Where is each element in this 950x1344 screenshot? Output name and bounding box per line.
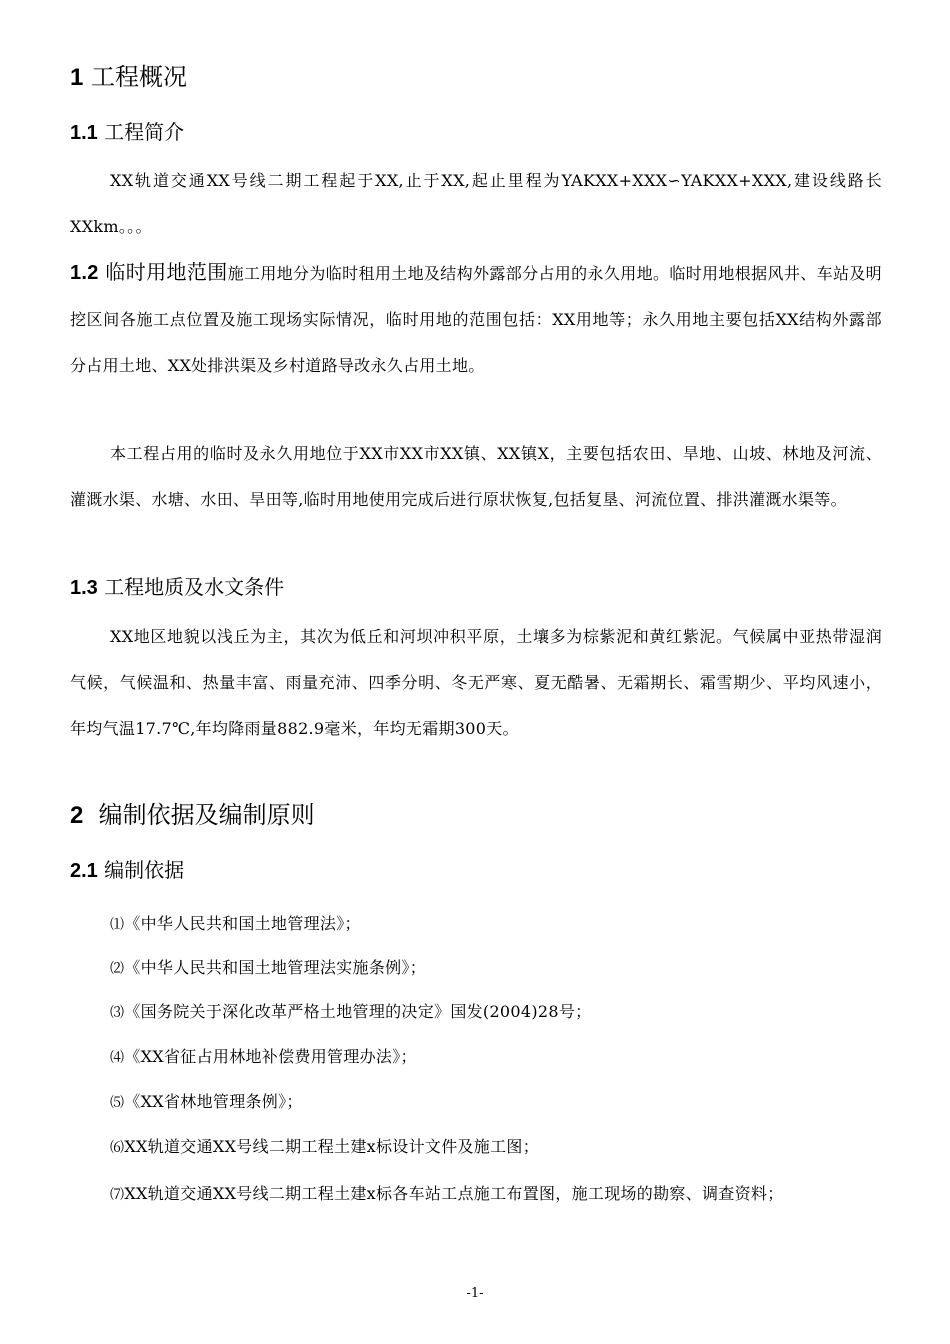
- section-1-1-number: 1.1: [70, 122, 98, 144]
- section-1-number: 1: [70, 64, 84, 91]
- list-item: ⑺XX轨道交通XX号线二期工程土建x标各车站工点施工布置图，施工现场的勘察、调查资料；: [110, 1184, 784, 1203]
- section-1-2-paragraph-2: 本工程占用的临时及永久用地位于XX市XX市XX镇、XX镇X，主要包括农田、旱地、山坡、林地及河流、灌溉水渠、水塘、水田、旱田等,临时用地使用完成后进行原状恢复,包括复垦、河流位置、排洪灌溉水渠等。: [70, 444, 882, 509]
- section-1-1-heading: [70, 119, 184, 146]
- section-1-2-paragraph-1: 施工用地分为临时租用土地及结构外露部分占用的永久用地。临时用地根据风井、车站及明挖区间各施工点位置及施工现场实际情况，临时用地的范围包括：XX用地等；永久用地主要包括XX结构外露部分占用土地、XX处排洪渠及乡村道路导改永久占用土地。: [70, 264, 882, 375]
- section-1-2-block: [70, 249, 882, 389]
- list-item: ⑴《中华人民共和国土地管理法》；: [110, 914, 361, 933]
- section-1-3-paragraph: XX地区地貌以浅丘为主，其次为低丘和河坝冲积平原，土壤多为棕紫泥和黄红紫泥。气候属中亚热带湿润气候，气候温和、热量丰富、雨量充沛、四季分明、冬无严寒、夏无酷暑、无霜期长、霜雪期少、平均风速小，年均气温17.7℃,年均降雨量882.9毫米，年均无霜期300天。: [70, 627, 882, 738]
- list-item: ⑹XX轨道交通XX号线二期工程土建x标设计文件及施工图；: [110, 1137, 539, 1156]
- section-2-1-number: 2.1: [70, 860, 98, 882]
- list-item: ⑶《国务院关于深化改革严格土地管理的决定》国发(2004)28号；: [110, 1002, 592, 1021]
- section-2-heading: [70, 800, 315, 831]
- section-1-2-title: 临时用地范围: [105, 260, 228, 284]
- section-2-1-heading: [70, 857, 184, 884]
- section-1-1-title: 工程简介: [104, 120, 185, 144]
- section-1-title: 工程概况: [91, 63, 187, 91]
- section-1-3-heading: [70, 574, 284, 601]
- section-1-2-number: 1.2: [70, 262, 99, 284]
- section-2-number: 2: [70, 802, 84, 829]
- section-1-heading: [70, 62, 187, 93]
- list-item: ⑷《XX省征占用林地补偿费用管理办法》；: [110, 1047, 417, 1066]
- list-item: ⑵《中华人民共和国土地管理法实施条例》；: [110, 958, 427, 977]
- section-1-1-paragraph: XX轨道交通XX号线二期工程起于XX,止于XX,起止里程为YAKXX+XXX∽YAKXX+XXX,建设线路长XXkm。。。: [70, 171, 882, 236]
- section-1-3-title: 工程地质及水文条件: [104, 575, 285, 599]
- list-item: ⑸《XX省林地管理条例》；: [110, 1092, 303, 1111]
- section-1-2-heading: [70, 260, 228, 284]
- section-2-1-title: 编制依据: [104, 858, 185, 882]
- section-1-3-number: 1.3: [70, 577, 98, 599]
- section-2-title: 编制依据及编制原则: [98, 801, 315, 829]
- page-number: -1-: [466, 1286, 484, 1301]
